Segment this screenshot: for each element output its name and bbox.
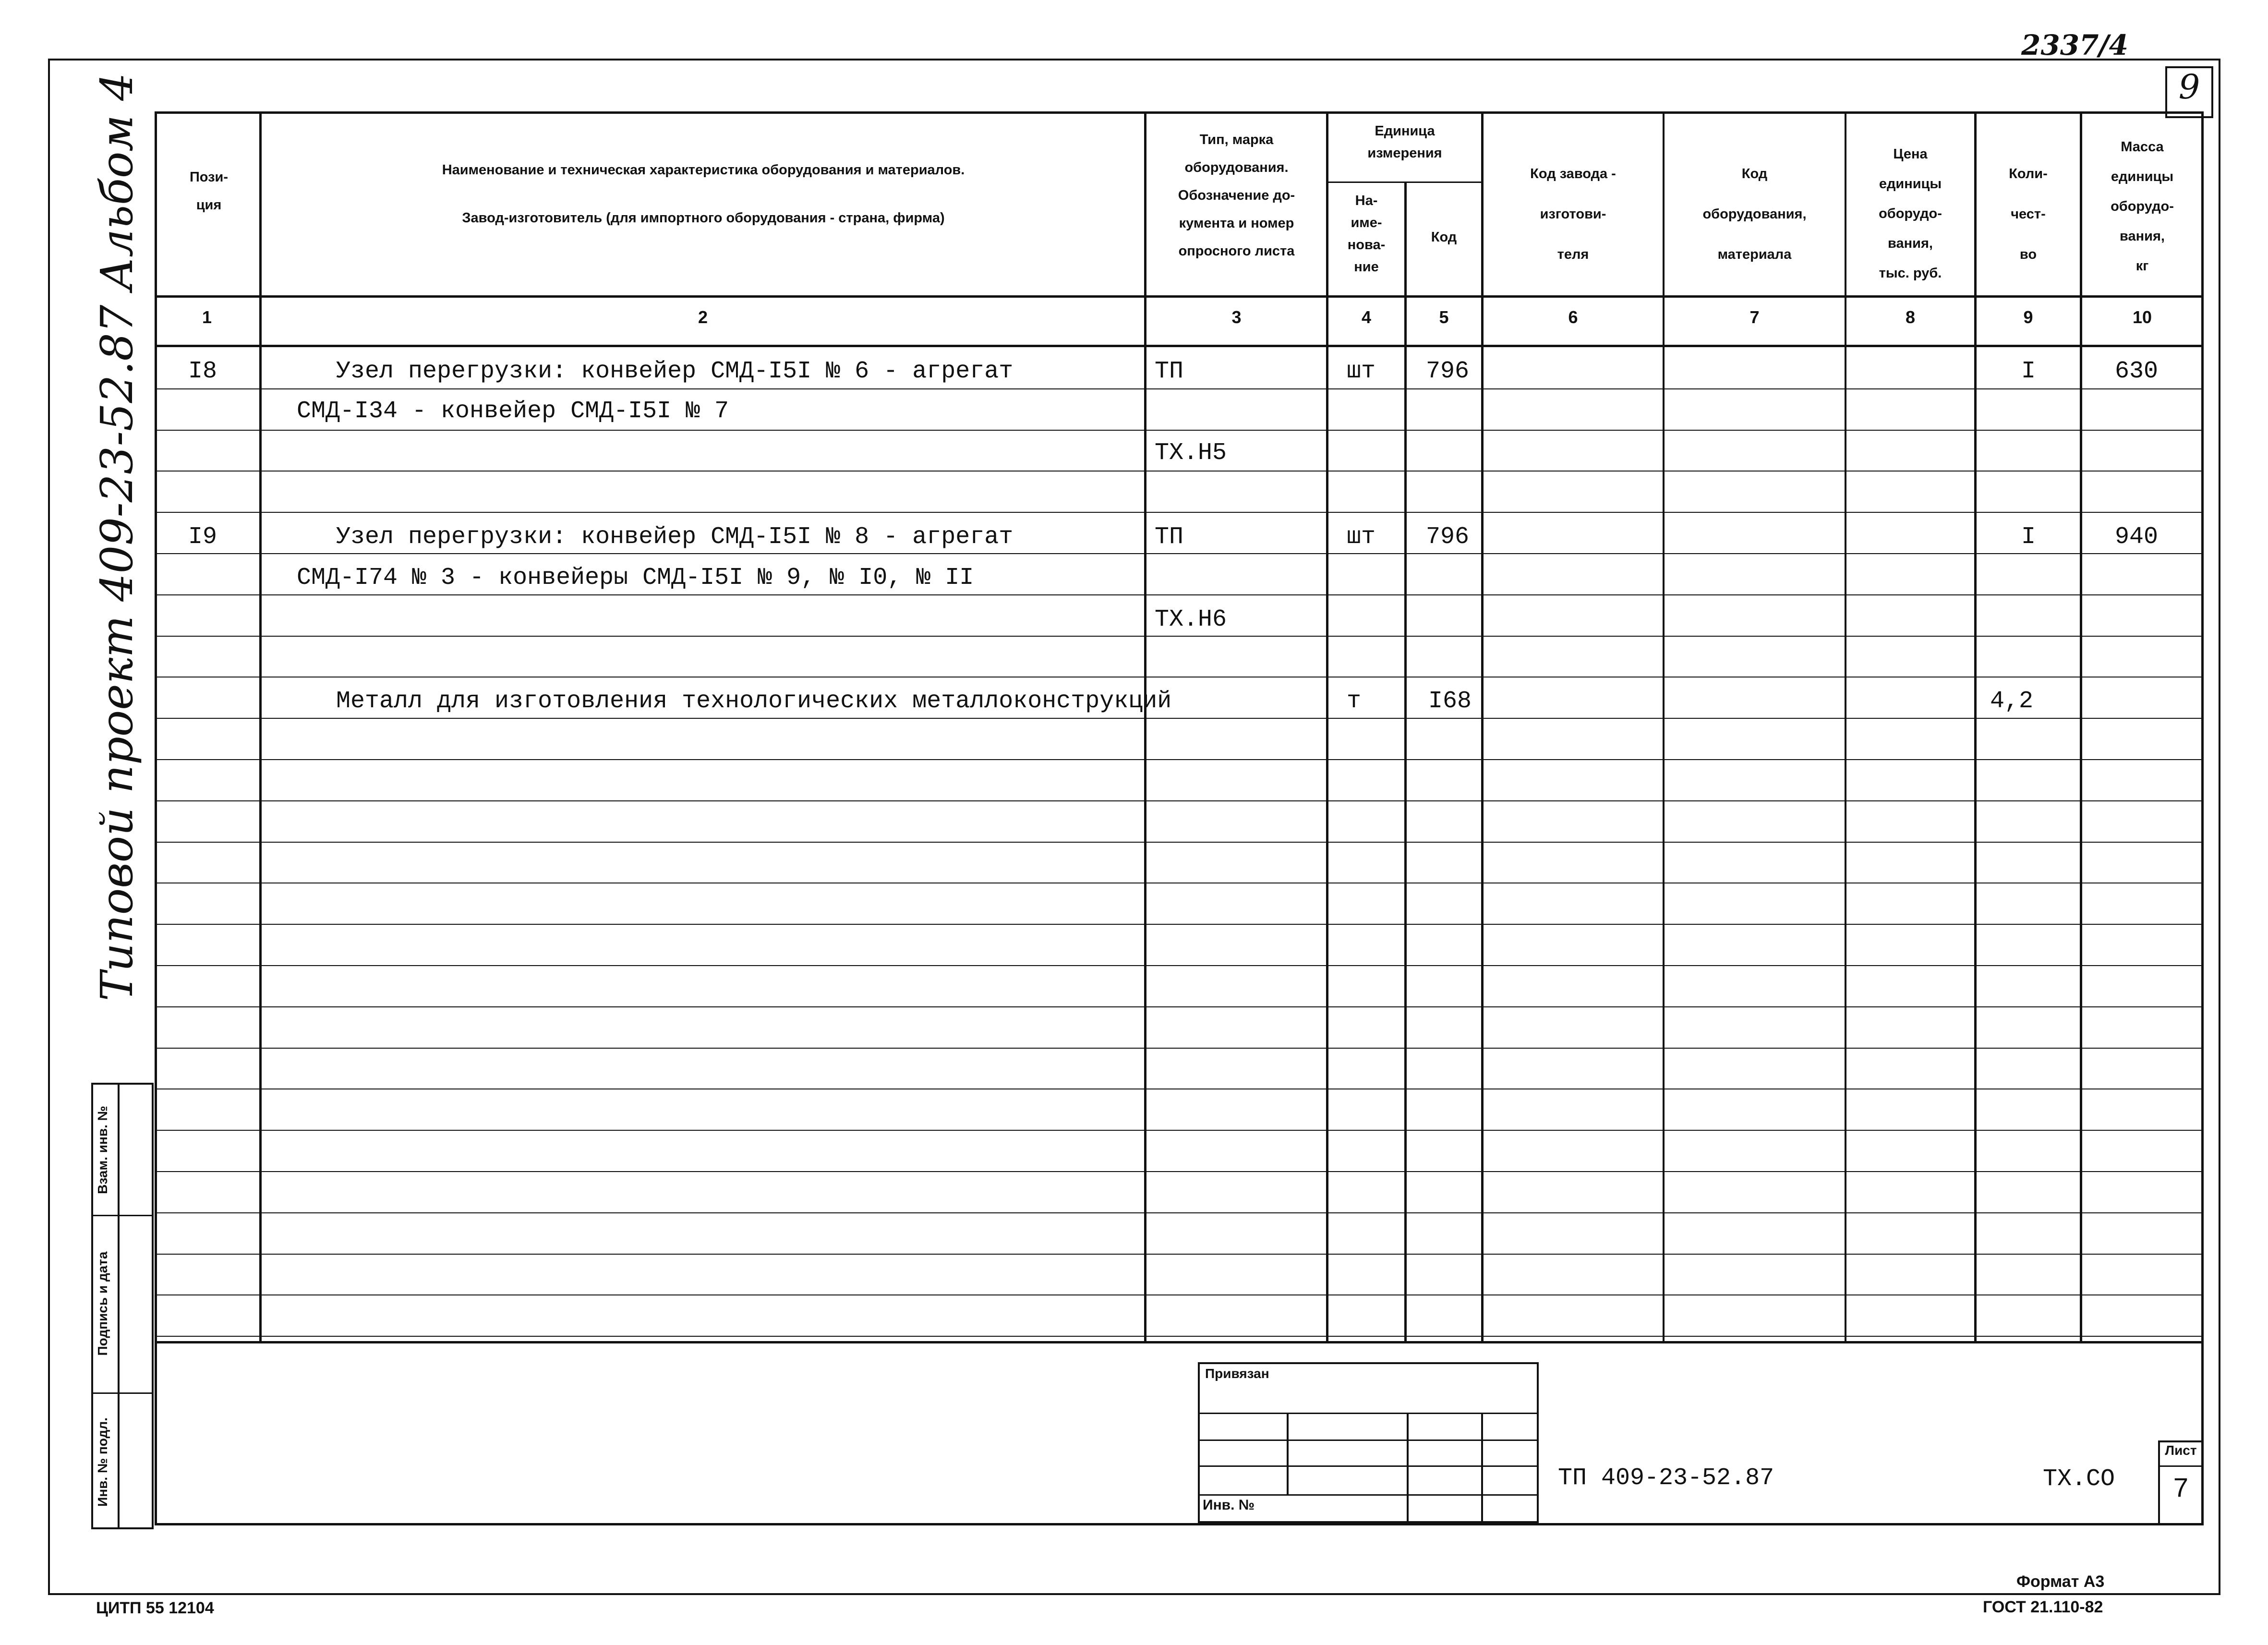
row-line bbox=[155, 759, 2204, 760]
row-line bbox=[155, 718, 2204, 719]
row5-unit: шт bbox=[1347, 523, 1376, 551]
side-stamp-divider bbox=[118, 1083, 120, 1529]
colnum-5: 5 bbox=[1439, 307, 1449, 327]
bottom-format: Формат А3 bbox=[2016, 1572, 2105, 1591]
sheet-label: Лист bbox=[2165, 1443, 2197, 1458]
header-col10: Масса единицы оборудо- вания, кг bbox=[2111, 139, 2174, 274]
linked-line-3 bbox=[1198, 1465, 1539, 1467]
side-title: Типовой проект 409-23-52.87 Альбом 4 bbox=[91, 73, 143, 1001]
header-col9: Коли- чест- во bbox=[2009, 166, 2048, 262]
sheet-number: 7 bbox=[2173, 1472, 2189, 1502]
row5-mass: 940 bbox=[2115, 523, 2159, 551]
row-line bbox=[155, 1254, 2204, 1255]
row-line bbox=[155, 636, 2204, 637]
colnum-3: 3 bbox=[1231, 307, 1242, 327]
colnum-9: 9 bbox=[2023, 307, 2033, 327]
row-line bbox=[155, 1336, 2204, 1337]
header-col1: Пози- ция bbox=[189, 169, 229, 213]
row1-name: Узел перегрузки: конвейер СМД-I5I № 6 - агрегат bbox=[336, 358, 1013, 385]
doc-mark: ТХ.СО bbox=[2043, 1465, 2115, 1493]
row5-pos: I9 bbox=[188, 523, 217, 551]
colnum-4: 4 bbox=[1361, 307, 1372, 327]
row-line bbox=[155, 800, 2204, 801]
header-col8: Цена единицы оборудо- вания, тыс. руб. bbox=[1879, 146, 1942, 281]
top-code: 2337/4 bbox=[2021, 29, 2128, 61]
colnum-2: 2 bbox=[698, 307, 708, 327]
row-line bbox=[155, 842, 2204, 843]
linked-vline-2 bbox=[1407, 1413, 1409, 1523]
header-col7: Код оборудования, материала bbox=[1702, 166, 1807, 262]
row9-unit: т bbox=[1347, 688, 1362, 715]
row-line bbox=[155, 471, 2204, 472]
row9-qty: 4,2 bbox=[1990, 688, 2034, 715]
colnum-6: 6 bbox=[1568, 307, 1578, 327]
linked-vline-3 bbox=[1481, 1413, 1483, 1523]
header-col6: Код завода - изготови- теля bbox=[1530, 166, 1616, 262]
row9-code: I68 bbox=[1428, 688, 1472, 715]
row5-name: Узел перегрузки: конвейер СМД-I5I № 8 - агрегат bbox=[336, 523, 1013, 551]
row-line bbox=[155, 1130, 2204, 1131]
side-stamp-line-2 bbox=[91, 1392, 154, 1394]
row2-name: СМД-I34 - конвейер СМД-I5I № 7 bbox=[297, 398, 729, 425]
header-col2-line2: Завод-изготовитель (для импортного оборудования - страна, фирма) bbox=[462, 210, 945, 226]
header-col45-group: Единица измерения bbox=[1367, 123, 1442, 161]
row-line bbox=[155, 1048, 2204, 1049]
row9-name: Металл для изготовления технологических металлоконструкций bbox=[336, 688, 1172, 715]
colnum-7: 7 bbox=[1749, 307, 1760, 327]
colnum-10: 10 bbox=[2132, 307, 2152, 327]
header-col3: Тип, марка оборудования. Обозначение до- кумента и номер опросного листа bbox=[1178, 132, 1295, 259]
header-col5: Код bbox=[1431, 230, 1457, 245]
side-label-2: Подпись и дата bbox=[95, 1251, 110, 1356]
stamp-left-line bbox=[155, 1343, 157, 1525]
page-number: 9 bbox=[2178, 67, 2200, 107]
row1-unit: шт bbox=[1347, 358, 1376, 385]
side-label-3: Инв. № подл. bbox=[95, 1417, 110, 1507]
row-line bbox=[155, 1171, 2204, 1172]
linked-vline-1 bbox=[1287, 1413, 1289, 1494]
row-line bbox=[155, 388, 2204, 389]
col-line-5 bbox=[1404, 181, 1407, 1343]
row1-code: 796 bbox=[1426, 358, 1470, 385]
side-label-1: Взам. инв. № bbox=[95, 1106, 110, 1194]
sheet-box-line bbox=[2158, 1465, 2204, 1467]
row5-type: ТП bbox=[1155, 523, 1184, 551]
row-line bbox=[155, 1294, 2204, 1295]
row3-type: ТХ.Н5 bbox=[1155, 439, 1227, 467]
bottom-left-code: ЦИТП 55 12104 bbox=[96, 1599, 214, 1617]
row-line bbox=[155, 1212, 2204, 1213]
row1-pos: I8 bbox=[188, 358, 217, 385]
header-col4: На- име- нова- ние bbox=[1347, 193, 1386, 275]
row1-type: ТП bbox=[1155, 358, 1184, 385]
row5-code: 796 bbox=[1426, 523, 1470, 551]
bottom-gost: ГОСТ 21.110-82 bbox=[1983, 1598, 2103, 1616]
row-line bbox=[155, 512, 2204, 513]
row-line bbox=[155, 924, 2204, 925]
linked-line-1 bbox=[1198, 1413, 1539, 1414]
row6-name: СМД-I74 № 3 - конвейеры СМД-I5I № 9, № I0, № II bbox=[297, 564, 974, 592]
header-col2-line1: Наименование и техническая характеристика оборудования и материалов. bbox=[442, 162, 965, 178]
row1-qty: I bbox=[2021, 358, 2036, 385]
row-line bbox=[155, 965, 2204, 966]
row-line bbox=[155, 594, 2204, 595]
linked-label: Привязан bbox=[1205, 1366, 1269, 1381]
row5-qty: I bbox=[2021, 523, 2036, 551]
doc-code: ТП 409-23-52.87 bbox=[1558, 1464, 1774, 1492]
colnum-1: 1 bbox=[202, 307, 212, 327]
inv-label: Инв. № bbox=[1203, 1497, 1255, 1513]
row-line bbox=[155, 1006, 2204, 1007]
unit-group-line bbox=[1326, 181, 1481, 183]
linked-line-4 bbox=[1198, 1494, 1539, 1496]
row-line bbox=[155, 553, 2204, 554]
stamp-bottom-line bbox=[155, 1523, 2204, 1525]
row7-type: ТХ.Н6 bbox=[1155, 606, 1227, 633]
colnum-8: 8 bbox=[1905, 307, 1916, 327]
colnum-bottom-line bbox=[155, 345, 2204, 347]
row-line bbox=[155, 430, 2204, 431]
linked-line-2 bbox=[1198, 1439, 1539, 1441]
header-bottom-line bbox=[155, 295, 2204, 298]
row1-mass: 630 bbox=[2115, 358, 2159, 385]
